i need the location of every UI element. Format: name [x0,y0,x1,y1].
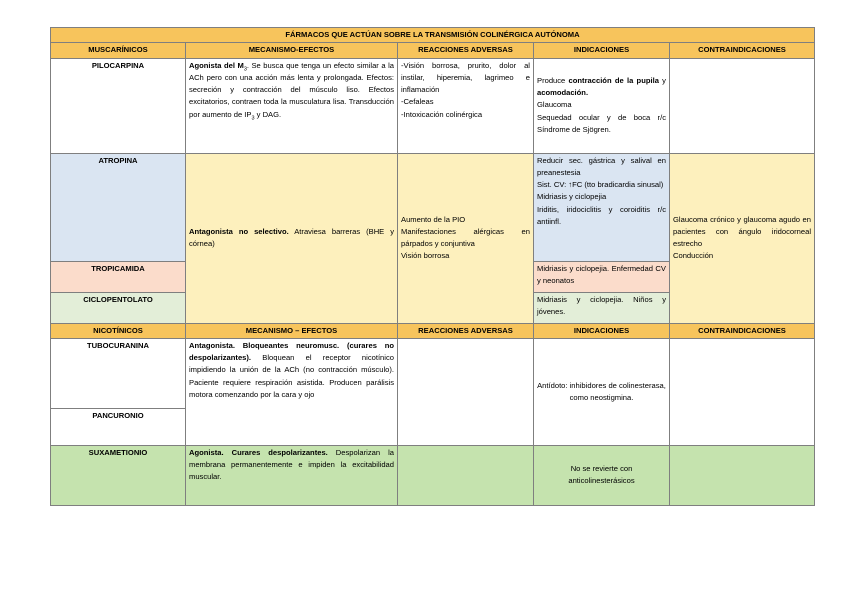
pilocarpina-adverse [398,58,534,153]
header-contraindicaciones: CONTRAINDICACIONES [670,43,815,58]
pilocarpina-mech-text-b: y DAG. [254,109,282,119]
antimuscarinic-contra-item: Conducción [673,251,714,261]
pilocarpina-mech-bold: Agonista del M [189,60,244,70]
header-muscarinicos: MUSCARÍNICOS [51,43,186,58]
header-indicaciones: INDICACIONES [534,43,670,58]
tubocuranina-adverse [398,338,534,445]
drug-name-suxametonio: SUXAMETIONIO [51,445,186,505]
muscarinic-header-row [51,43,815,58]
pilocarpina-adverse-item: -Cefaleas [401,97,434,107]
pilocarpina-adverse-item: -Visión borrosa, prurito, dolor al instilar, hiperemia, lagrimeo e inflamación [401,60,530,95]
tubocuranina-mechanism [186,338,398,445]
pilocarpina-mech-sub: 3 [243,66,247,73]
atropina-ind-item: Reducir sec. gástrica y salival en preanestesia [537,155,666,177]
drug-name-atropina: ATROPINA [51,153,186,261]
nicotinic-header-row [51,323,815,338]
row-tubocuranina [51,338,815,408]
pilocarpina-mech-sub2: 3 [251,115,255,122]
header-mecanismo: MECANISMO-EFECTOS [186,43,398,58]
header-mecanismo-nic: MECANISMO – EFECTOS [186,323,398,338]
ciclopentolato-indications: Midriasis y ciclopejia. Niños y jóvenes. [534,292,670,323]
pilocarpina-ind-bold2: acomodación. [537,88,589,98]
drug-name-tropicamida: TROPICAMIDA [51,261,186,292]
antimuscarinic-adverse-item: Visión borrosa [401,251,450,261]
suxametonio-mech-text: Despolarizan la membrana permanentemente e impiden la excitabilidad muscular. [189,447,394,482]
tubocuranina-mech-bold: Antagonista. Bloqueantes neuromusc. (curares no despolarizantes). [189,340,394,363]
antimuscarinic-adverse-item: Manifestaciones alérgicas en párpados y conjuntiva [401,226,530,249]
atropina-indications [534,153,670,261]
table-title: FÁRMACOS QUE ACTÚAN SOBRE LA TRANSMISIÓN COLINÉRGICA AUTÓNOMA [51,28,815,43]
pilocarpina-ind-item: Glaucoma [537,100,572,110]
pilocarpina-contra [670,58,815,153]
suxametonio-mechanism [186,445,398,505]
antimuscarinic-adverse [398,153,534,323]
pilocarpina-ind-pre: Produce [537,75,569,85]
table-title-row [51,28,815,43]
tropicamida-indications: Midriasis y ciclopejia. Enfermedad CV y neonatos [534,261,670,292]
antimuscarinic-contra-item: Glaucoma crónico y glaucoma agudo en pacientes con ángulo iridocorneal estrecho [673,214,812,249]
row-pilocarpina [51,58,815,153]
antimuscarinic-mech-bold: Antagonista no selectivo. [189,226,289,236]
header-contraindicaciones-nic: CONTRAINDICACIONES [670,323,815,338]
antimuscarinic-mech-text: Atraviesa barreras (BHE y córnea) [189,226,394,249]
atropina-ind-item: Sist. CV: ↑FC (tto bradicardia sinusal) [537,180,664,190]
atropina-ind-item: Iriditis, iridociclitis y coroiditis r/c antiinfl. [537,204,666,227]
tubocuranina-contra [670,338,815,445]
antimuscarinic-adverse-item: Aumento de la PIO [401,214,466,224]
pilocarpina-indications [534,58,670,153]
drug-name-tubocuranina: TUBOCURANINA [51,338,186,408]
pilocarpina-ind-main [537,75,666,100]
row-suxametonio [51,445,815,505]
suxametonio-indications: No se revierte con anticolinesterásicos [534,445,670,505]
header-reacciones: REACCIONES ADVERSAS [398,43,534,58]
tubocuranina-mech-text: Bloquean el receptor nicotínico impidiendo la unión de la ACh (no contracción músculo). Paciente requiere respiración asistida. Producen parálisis motora comenzando por la cara y ojo [189,353,394,400]
suxametonio-mech-bold: Agonista. Curares despolarizantes. [189,447,328,457]
drug-name-ciclopentolato: CICLOPENTOLATO [51,292,186,323]
pilocarpina-ind-bold1: contracción de la pupila [568,75,659,85]
pilocarpina-adverse-item: -Intoxicación colinérgica [401,109,483,119]
pilocarpina-mechanism [186,58,398,153]
suxametonio-adverse [398,445,534,505]
drug-name-pancuronio: PANCURONIO [51,408,186,445]
antimuscarinic-mechanism [186,153,398,323]
pilocarpina-ind-mid: y [658,75,666,85]
row-atropina [51,153,815,261]
atropina-ind-item: Midriasis y ciclopejia [537,192,607,202]
suxametonio-contra [670,445,815,505]
pharmacology-table [50,27,815,506]
pilocarpina-mech-text-a: . Se busca que tenga un efecto similar a la ACh pero con una acción más lenta y prolongada. Efectos: secreción y contracción del músculo liso. Efectos excitatorios, contraen toda la musculatura lisa. Transducción por aumento de IP [189,60,394,119]
drug-name-pilocarpina: PILOCARPINA [51,58,186,153]
pilocarpina-ind-item: Sequedad ocular y de boca r/c Síndrome de Sjögren. [537,112,666,135]
header-indicaciones-nic: INDICACIONES [534,323,670,338]
header-nicotinicos: NICOTÍNICOS [51,323,186,338]
header-reacciones-nic: REACCIONES ADVERSAS [398,323,534,338]
tubocuranina-indications: Antídoto: inhibidores de colinesterasa, como neostigmina. [534,338,670,445]
antimuscarinic-contra [670,153,815,323]
